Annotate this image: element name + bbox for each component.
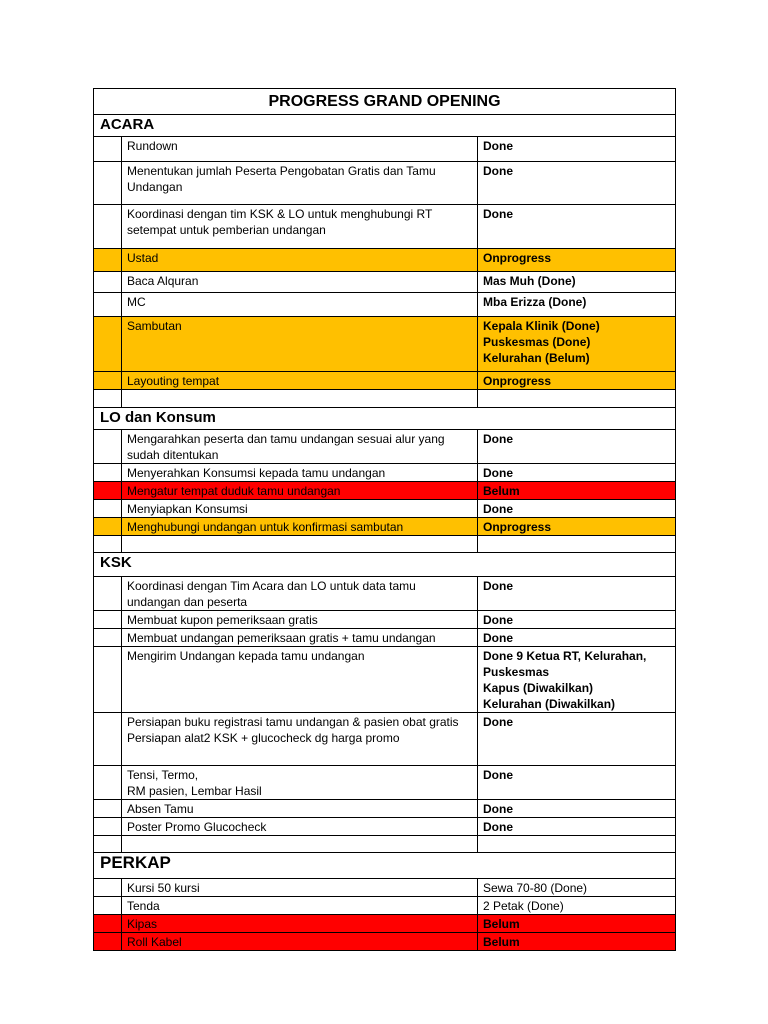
section-title: PERKAP — [94, 853, 676, 879]
row-marker-cell — [94, 536, 122, 553]
row-marker-cell — [94, 390, 122, 408]
task-row — [94, 647, 676, 713]
task-status: Belum — [478, 482, 676, 500]
task-description: Koordinasi dengan Tim Acara dan LO untuk data tamu undangan dan peserta — [122, 577, 478, 611]
task-status: Done — [478, 162, 676, 205]
task-status: Done — [478, 611, 676, 629]
task-status: Onprogress — [478, 372, 676, 390]
progress-table-body — [94, 89, 676, 951]
row-marker-cell — [94, 629, 122, 647]
task-row — [94, 272, 676, 293]
task-description: Koordinasi dengan tim KSK & LO untuk menghubungi RT setempat untuk pemberian undangan — [122, 205, 478, 249]
row-marker-cell — [94, 137, 122, 162]
row-marker-cell — [94, 611, 122, 629]
task-row — [94, 818, 676, 836]
page-title: PROGRESS GRAND OPENING — [94, 89, 676, 115]
row-marker-cell — [94, 430, 122, 464]
task-status: Done — [478, 464, 676, 482]
task-row — [94, 766, 676, 800]
task-row — [94, 879, 676, 897]
task-description: Tensi, Termo, RM pasien, Lembar Hasil — [122, 766, 478, 800]
task-status: Done — [478, 205, 676, 249]
row-marker-cell — [94, 500, 122, 518]
task-description: Menentukan jumlah Peserta Pengobatan Gratis dan Tamu Undangan — [122, 162, 478, 205]
row-marker-cell — [94, 577, 122, 611]
row-marker-cell — [94, 482, 122, 500]
section-header-row — [94, 115, 676, 137]
task-status — [478, 836, 676, 853]
task-status: Belum — [478, 915, 676, 933]
task-row — [94, 933, 676, 951]
row-marker-cell — [94, 933, 122, 951]
task-row — [94, 317, 676, 372]
task-row — [94, 500, 676, 518]
task-description: Menyerahkan Konsumsi kepada tamu undangan — [122, 464, 478, 482]
task-description: Poster Promo Glucocheck — [122, 818, 478, 836]
title-row — [94, 89, 676, 115]
task-description: Roll Kabel — [122, 933, 478, 951]
task-description: Mengirim Undangan kepada tamu undangan — [122, 647, 478, 713]
task-row — [94, 536, 676, 553]
section-header-row — [94, 408, 676, 430]
section-header-row — [94, 853, 676, 879]
task-status: Done — [478, 629, 676, 647]
task-status: Done — [478, 766, 676, 800]
task-status: Done — [478, 818, 676, 836]
task-description: Kursi 50 kursi — [122, 879, 478, 897]
task-description: Sambutan — [122, 317, 478, 372]
task-description — [122, 836, 478, 853]
progress-sheet — [93, 88, 675, 951]
task-row — [94, 372, 676, 390]
task-description — [122, 536, 478, 553]
task-row — [94, 897, 676, 915]
task-row — [94, 836, 676, 853]
task-row — [94, 713, 676, 766]
task-status: Done — [478, 713, 676, 766]
task-row — [94, 518, 676, 536]
row-marker-cell — [94, 317, 122, 372]
task-description: Absen Tamu — [122, 800, 478, 818]
task-status: Done — [478, 430, 676, 464]
row-marker-cell — [94, 205, 122, 249]
task-row — [94, 249, 676, 272]
task-status: Belum — [478, 933, 676, 951]
row-marker-cell — [94, 272, 122, 293]
task-status: 2 Petak (Done) — [478, 897, 676, 915]
row-marker-cell — [94, 372, 122, 390]
row-marker-cell — [94, 836, 122, 853]
row-marker-cell — [94, 647, 122, 713]
task-status: Mba Erizza (Done) — [478, 293, 676, 317]
task-status: Kepala Klinik (Done) Puskesmas (Done) Kelurahan (Belum) — [478, 317, 676, 372]
task-row — [94, 293, 676, 317]
task-status: Onprogress — [478, 518, 676, 536]
task-status: Done — [478, 577, 676, 611]
task-description: Mengarahkan peserta dan tamu undangan sesuai alur yang sudah ditentukan — [122, 430, 478, 464]
task-status: Done — [478, 500, 676, 518]
task-description: Layouting tempat — [122, 372, 478, 390]
task-description: Membuat undangan pemeriksaan gratis + tamu undangan — [122, 629, 478, 647]
task-description: Membuat kupon pemeriksaan gratis — [122, 611, 478, 629]
task-row — [94, 390, 676, 408]
task-status — [478, 536, 676, 553]
section-title: LO dan Konsum — [94, 408, 676, 430]
task-description: Menghubungi undangan untuk konfirmasi sambutan — [122, 518, 478, 536]
row-marker-cell — [94, 766, 122, 800]
row-marker-cell — [94, 879, 122, 897]
task-description — [122, 390, 478, 408]
task-description: Baca Alquran — [122, 272, 478, 293]
task-row — [94, 800, 676, 818]
row-marker-cell — [94, 897, 122, 915]
task-status: Done — [478, 800, 676, 818]
task-description: Persiapan buku registrasi tamu undangan & pasien obat gratis Persiapan alat2 KSK + glucocheck dg harga promo — [122, 713, 478, 766]
task-description: Mengatur tempat duduk tamu undangan — [122, 482, 478, 500]
row-marker-cell — [94, 518, 122, 536]
task-row — [94, 162, 676, 205]
task-row — [94, 464, 676, 482]
task-description: Menyiapkan Konsumsi — [122, 500, 478, 518]
task-status — [478, 390, 676, 408]
task-row — [94, 137, 676, 162]
task-row — [94, 205, 676, 249]
row-marker-cell — [94, 915, 122, 933]
task-row — [94, 577, 676, 611]
row-marker-cell — [94, 249, 122, 272]
task-description: MC — [122, 293, 478, 317]
task-description: Tenda — [122, 897, 478, 915]
task-status: Sewa 70-80 (Done) — [478, 879, 676, 897]
task-description: Kipas — [122, 915, 478, 933]
section-header-row — [94, 553, 676, 577]
task-description: Rundown — [122, 137, 478, 162]
row-marker-cell — [94, 818, 122, 836]
row-marker-cell — [94, 464, 122, 482]
task-status: Onprogress — [478, 249, 676, 272]
task-description: Ustad — [122, 249, 478, 272]
row-marker-cell — [94, 162, 122, 205]
section-title: KSK — [94, 553, 676, 577]
task-row — [94, 482, 676, 500]
section-title: ACARA — [94, 115, 676, 137]
task-row — [94, 430, 676, 464]
task-status: Done 9 Ketua RT, Kelurahan, Puskesmas Kapus (Diwakilkan) Kelurahan (Diwakilkan) — [478, 647, 676, 713]
row-marker-cell — [94, 713, 122, 766]
row-marker-cell — [94, 800, 122, 818]
task-row — [94, 629, 676, 647]
task-row — [94, 915, 676, 933]
progress-table — [93, 88, 676, 951]
task-status: Mas Muh (Done) — [478, 272, 676, 293]
task-status: Done — [478, 137, 676, 162]
row-marker-cell — [94, 293, 122, 317]
task-row — [94, 611, 676, 629]
